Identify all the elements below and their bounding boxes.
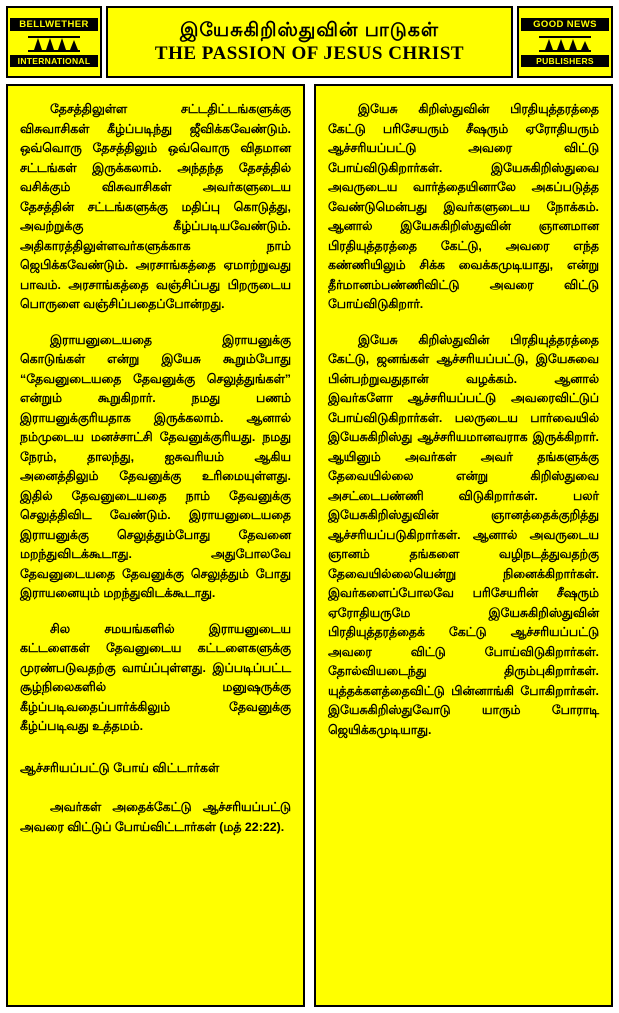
paragraph: இராயனுடையதை இராயனுக்கு கொடுங்கள் என்று இயேசு கூறும்போது “தேவனுடையதை தேவனுக்கு செலுத்துங்கள்” என்றும் கூறுகிறார். நமது பணம் இராயனுக்குரியதாக இருக்கலாம். ஆனால் நம்முடைய மனச்சாட்சி தேவனுக்குரியது. நமது நேரம், தாலந்து, ஐசுவரியம் ஆகிய அனைத்திலும் தேவனுக்கு உரிமையுள்ளது. இதில் தேவனுடையதை நாம் தேவனுக்கு செலுத்திவிட வேண்டும். இராயனுடையதை இராயனுக்கு செலுத்தும்போது தேவனை மறந்துவிடக்கூடாது. அதுபோலவே தேவனுடையதை தேவனுக்கு செலுத்தும் போது இராயனையும் மறந்துவிடக்கூடாது.	[20, 332, 291, 600]
title-box	[106, 6, 513, 78]
bellwether-sub: INTERNATIONAL	[10, 55, 98, 67]
bell-tower-icon	[24, 32, 84, 52]
publisher-logo-left	[6, 6, 102, 78]
paragraph: இயேசு கிறிஸ்துவின் பிரதியுத்தரத்தை கேட்டு, ஜனங்கள் ஆச்சரியப்பட்டு, இயேசுவை பின்பற்றுவதுதான் வழக்கம். ஆனால் இவர்களோ ஆச்சரியப்பட்டு அவரைவிட்டுப் போய்விடுகிறார்கள். பலருடைய பார்வையில் இயேசுகிறிஸ்து ஆச்சரியமானவராக இருக்கிறார். ஆயினும் அவர்கள் அவர் தங்களுக்கு தேவையில்லை என்று கிறிஸ்துவை அசட்டைபண்ணி விடுகிறார்கள். பலர் இயேசுகிறிஸ்துவின் ஞானத்தைக்குறித்து ஆச்சரியப்படுகிறார்கள். ஆனால் அவருடைய ஞானம் தங்களை வழிநடத்துவதற்கு தேவையில்லையென்று நினைக்கிறார்கள். இவர்களைப்போலவே பரிசேயரின் சீஷரும் ஏரோதியருமே இயேசுகிறிஸ்துவின் பிரதியுத்தரத்தைக் கேட்டு ஆச்சரியப்பட்டு அவரை விட்டு போய்விடுகிறார்கள். தோல்வியடைந்து திரும்புகிறார்கள். யுத்தக்களத்தைவிட்டு பின்னாங்கி போகிறார்கள். இயேசுகிறிஸ்துவோடு யாரும் போராடி ஜெயிக்கமுடியாது.	[328, 332, 599, 737]
open-book-graphic	[535, 32, 595, 52]
paragraph: தேசத்திலுள்ள சட்டதிட்டங்களுக்கு விசுவாசிகள் கீழ்ப்படிந்து ஜீவிக்கவேண்டும். ஒவ்வொரு தேசத்திலும் ஒவ்வொரு விதமான சட்டங்கள் இருக்கலாம். அந்தந்த தேசத்தில் வசிக்கும் விசுவாசிகள் அவர்களுடைய தேசத்தின் சட்டங்களுக்கு மதிப்பு கொடுத்து, அவற்றுக்கு கீழ்ப்படியவேண்டும். அதிகாரத்திலுள்ளவர்களுக்காக நாம் ஜெபிக்கவேண்டும். அரசாங்கத்தை ஏமாற்றுவது பாவம். அரசாங்கத்தை வஞ்சிப்பது பிறருடைய பொருளை வஞ்சிப்பதைப்போன்றது.	[20, 102, 291, 311]
right-column	[314, 84, 613, 1007]
bellwether-name: BELLWETHER	[10, 18, 98, 31]
page-title-english: THE PASSION OF JESUS CHRIST	[154, 43, 465, 64]
left-column	[6, 84, 305, 1007]
scripture-quote: அவர்கள் அதைக்கேட்டு ஆச்சரியப்பட்டு அவரை விட்டுப் போய்விட்டார்கள் (மத் 22:22).	[20, 800, 291, 834]
body-columns	[6, 84, 613, 1007]
goodnews-sub: PUBLISHERS	[521, 55, 609, 67]
goodnews-name: GOOD NEWS	[521, 18, 609, 31]
page-title-tamil: இயேசுகிறிஸ்துவின் பாடுகள்	[179, 20, 440, 41]
bell-tower-graphic	[24, 32, 84, 52]
section-heading: ஆச்சரியப்பட்டு போய் விட்டார்கள்	[20, 760, 220, 775]
paragraph: சில சமயங்களில் இராயனுடைய கட்டளைகள் தேவனுடைய கட்டளைகளுக்கு முரண்படுவதற்கு வாய்ப்புள்ளது. இப்படிப்பட்ட சூழ்நிலைகளில் மனுஷருக்கு கீழ்ப்படிவதைப்பார்க்கிலும் தேவனுக்கு கீழ்ப்படிவது உத்தமம்.	[20, 621, 291, 733]
header	[6, 6, 613, 78]
publisher-logo-right	[517, 6, 613, 78]
paragraph: இயேசு கிறிஸ்துவின் பிரதியுத்தரத்தை கேட்டு பரிசேயரும் சீஷரும் ஏரோதியரும் ஆச்சரியப்பட்டு அவரை விட்டு போய்விடுகிறார்கள். இயேசுகிறிஸ்துவை அவருடைய வார்த்தையினாலே அகப்படுத்த வேண்டுமென்பது இவர்களுடைய நோக்கம். ஆனால் இயேசுகிறிஸ்துவின் ஞானமான பிரதியுத்தரத்தை கேட்டு, அவரை எந்த கண்ணியிலும் சிக்க வைக்கமுடியாது, என்று தீர்மானம்பண்ணிவிட்டு அவரை விட்டு போய்விடுகிறார்.	[328, 102, 599, 311]
open-book-icon	[535, 32, 595, 52]
